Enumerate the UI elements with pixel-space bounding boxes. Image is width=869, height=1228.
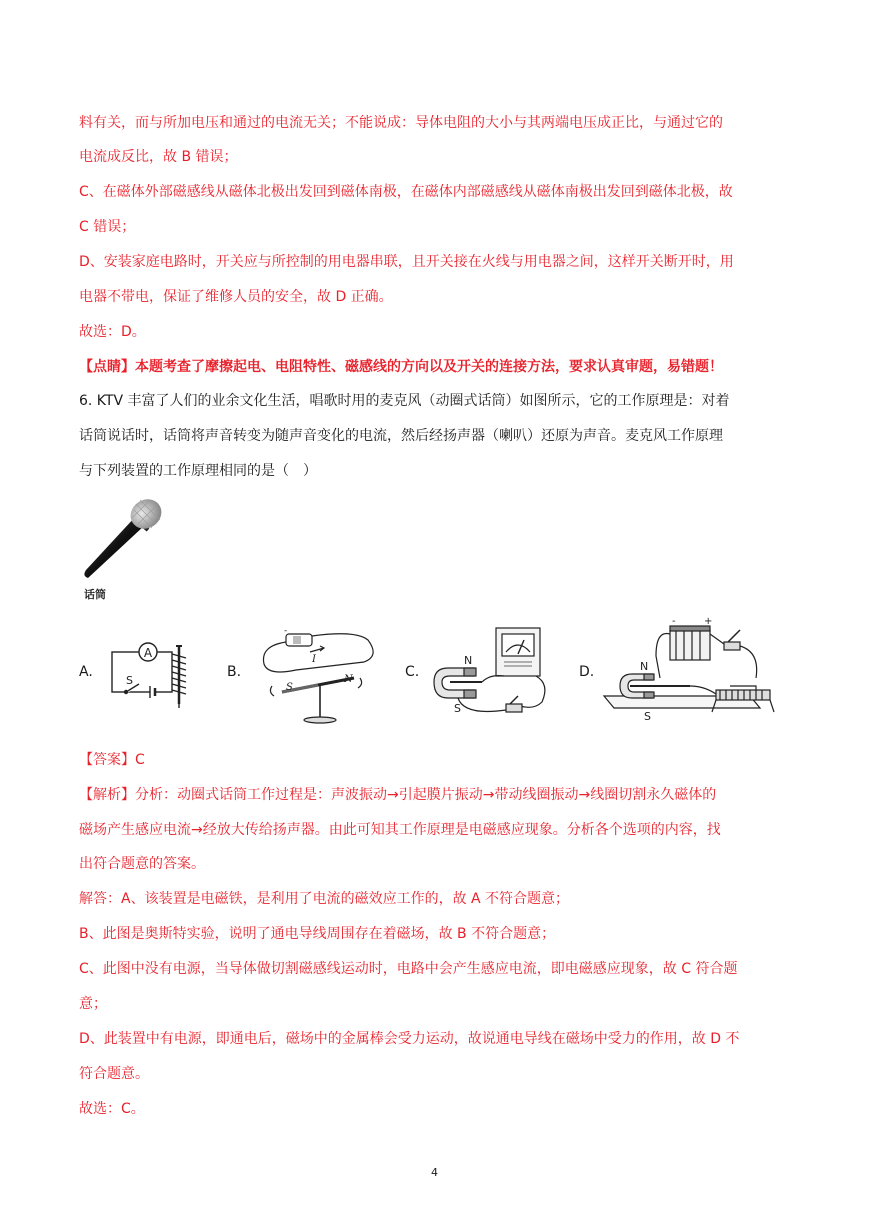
text-line: 电器不带电，保证了维修人员的安全，故 D 正确。 (79, 289, 393, 305)
text-line: 料有关，而与所加电压和通过的电流无关；不能说成：导体电阻的大小与其两端电压成正比，与通过它的 (79, 115, 723, 131)
option-a-label: A. (79, 664, 93, 680)
option-c-label: C. (405, 664, 420, 680)
south-label: S (286, 682, 293, 693)
question-line: 与下列装置的工作原理相同的是（ ） (79, 463, 317, 479)
analysis-line: 磁场产生感应电流→经放大传给扬声器。由此可知其工作原理是电磁感应现象。分析各个选项的内容，找 (79, 822, 721, 838)
minus-label: - (284, 626, 288, 636)
switch-label: S (126, 674, 133, 687)
north-label: N (464, 654, 473, 667)
text-line: D、安装家庭电路时，开关应与所控制的用电器串联，且开关接在火线与用电器之间，这样开关断开时，用 (79, 254, 734, 270)
analysis-line: 出符合题意的答案。 (79, 856, 205, 872)
microphone-image (78, 494, 163, 584)
figure-d-motor (600, 616, 790, 726)
text-line: C、在磁体外部磁感线从磁体北极出发回到磁体南极，在磁体内部磁感线从磁体南极出发回到磁体北极，故 (79, 184, 733, 200)
question-line: 话筒说话时，话筒将声音转变为随声音变化的电流，然后经扬声器（喇叭）还原为声音。麦克风工作原理 (79, 428, 723, 444)
page-number: 4 (431, 1166, 438, 1179)
current-label: I (312, 654, 316, 665)
microphone-caption: 话筒 (84, 588, 106, 601)
minus-label: - (672, 616, 676, 627)
analysis-line: B、此图是奥斯特实验，说明了通电导线周围存在着磁场，故 B 不符合题意； (79, 926, 556, 942)
answer-line: 【答案】C (79, 752, 145, 768)
option-b-label: B. (227, 664, 242, 680)
north-label: N (344, 674, 353, 685)
analysis-line: 【解析】分析：动圈式话筒工作过程是：声波振动→引起膜片振动→带动线圈振动→线圈切割永久磁体的 (79, 787, 717, 803)
analysis-line: 意； (79, 996, 107, 1012)
analysis-line: 解答：A、该装置是电磁铁，是利用了电流的磁效应工作的，故 A 不符合题意； (79, 891, 570, 907)
figure-a-electromagnet (106, 640, 196, 710)
figure-b-oersted (256, 626, 386, 726)
option-d-label: D. (579, 664, 595, 680)
tip-line: 【点睛】本题考查了摩擦起电、电阻特性、磁感线的方向以及开关的连接方法，要求认真审题，易错题！ (79, 359, 723, 375)
north-label: N (640, 660, 649, 673)
south-label: S (454, 702, 461, 715)
figure-c-induction (424, 624, 564, 724)
meter-label: A (143, 646, 153, 660)
analysis-line: D、此装置中有电源，即通电后，磁场中的金属棒会受力运动，故说通电导线在磁场中受力的作用，故 D 不 (79, 1031, 740, 1047)
text-line: 故选：D。 (79, 324, 146, 340)
analysis-line: C、此图中没有电源，当导体做切割磁感线运动时，电路中会产生感应电流，即电磁感应现象，故 C 符合题 (79, 961, 738, 977)
question-line: 6. KTV 丰富了人们的业余文化生活，唱歌时用的麦克风（动圈式话筒）如图所示，它的工作原理是：对着 (79, 393, 730, 409)
south-label: S (644, 710, 651, 723)
text-line: C 错误； (79, 219, 136, 235)
plus-label: + (704, 616, 713, 627)
analysis-line: 符合题意。 (79, 1066, 149, 1082)
text-line: 电流成反比，故 B 错误； (79, 149, 238, 165)
analysis-line: 故选：C。 (79, 1101, 145, 1117)
